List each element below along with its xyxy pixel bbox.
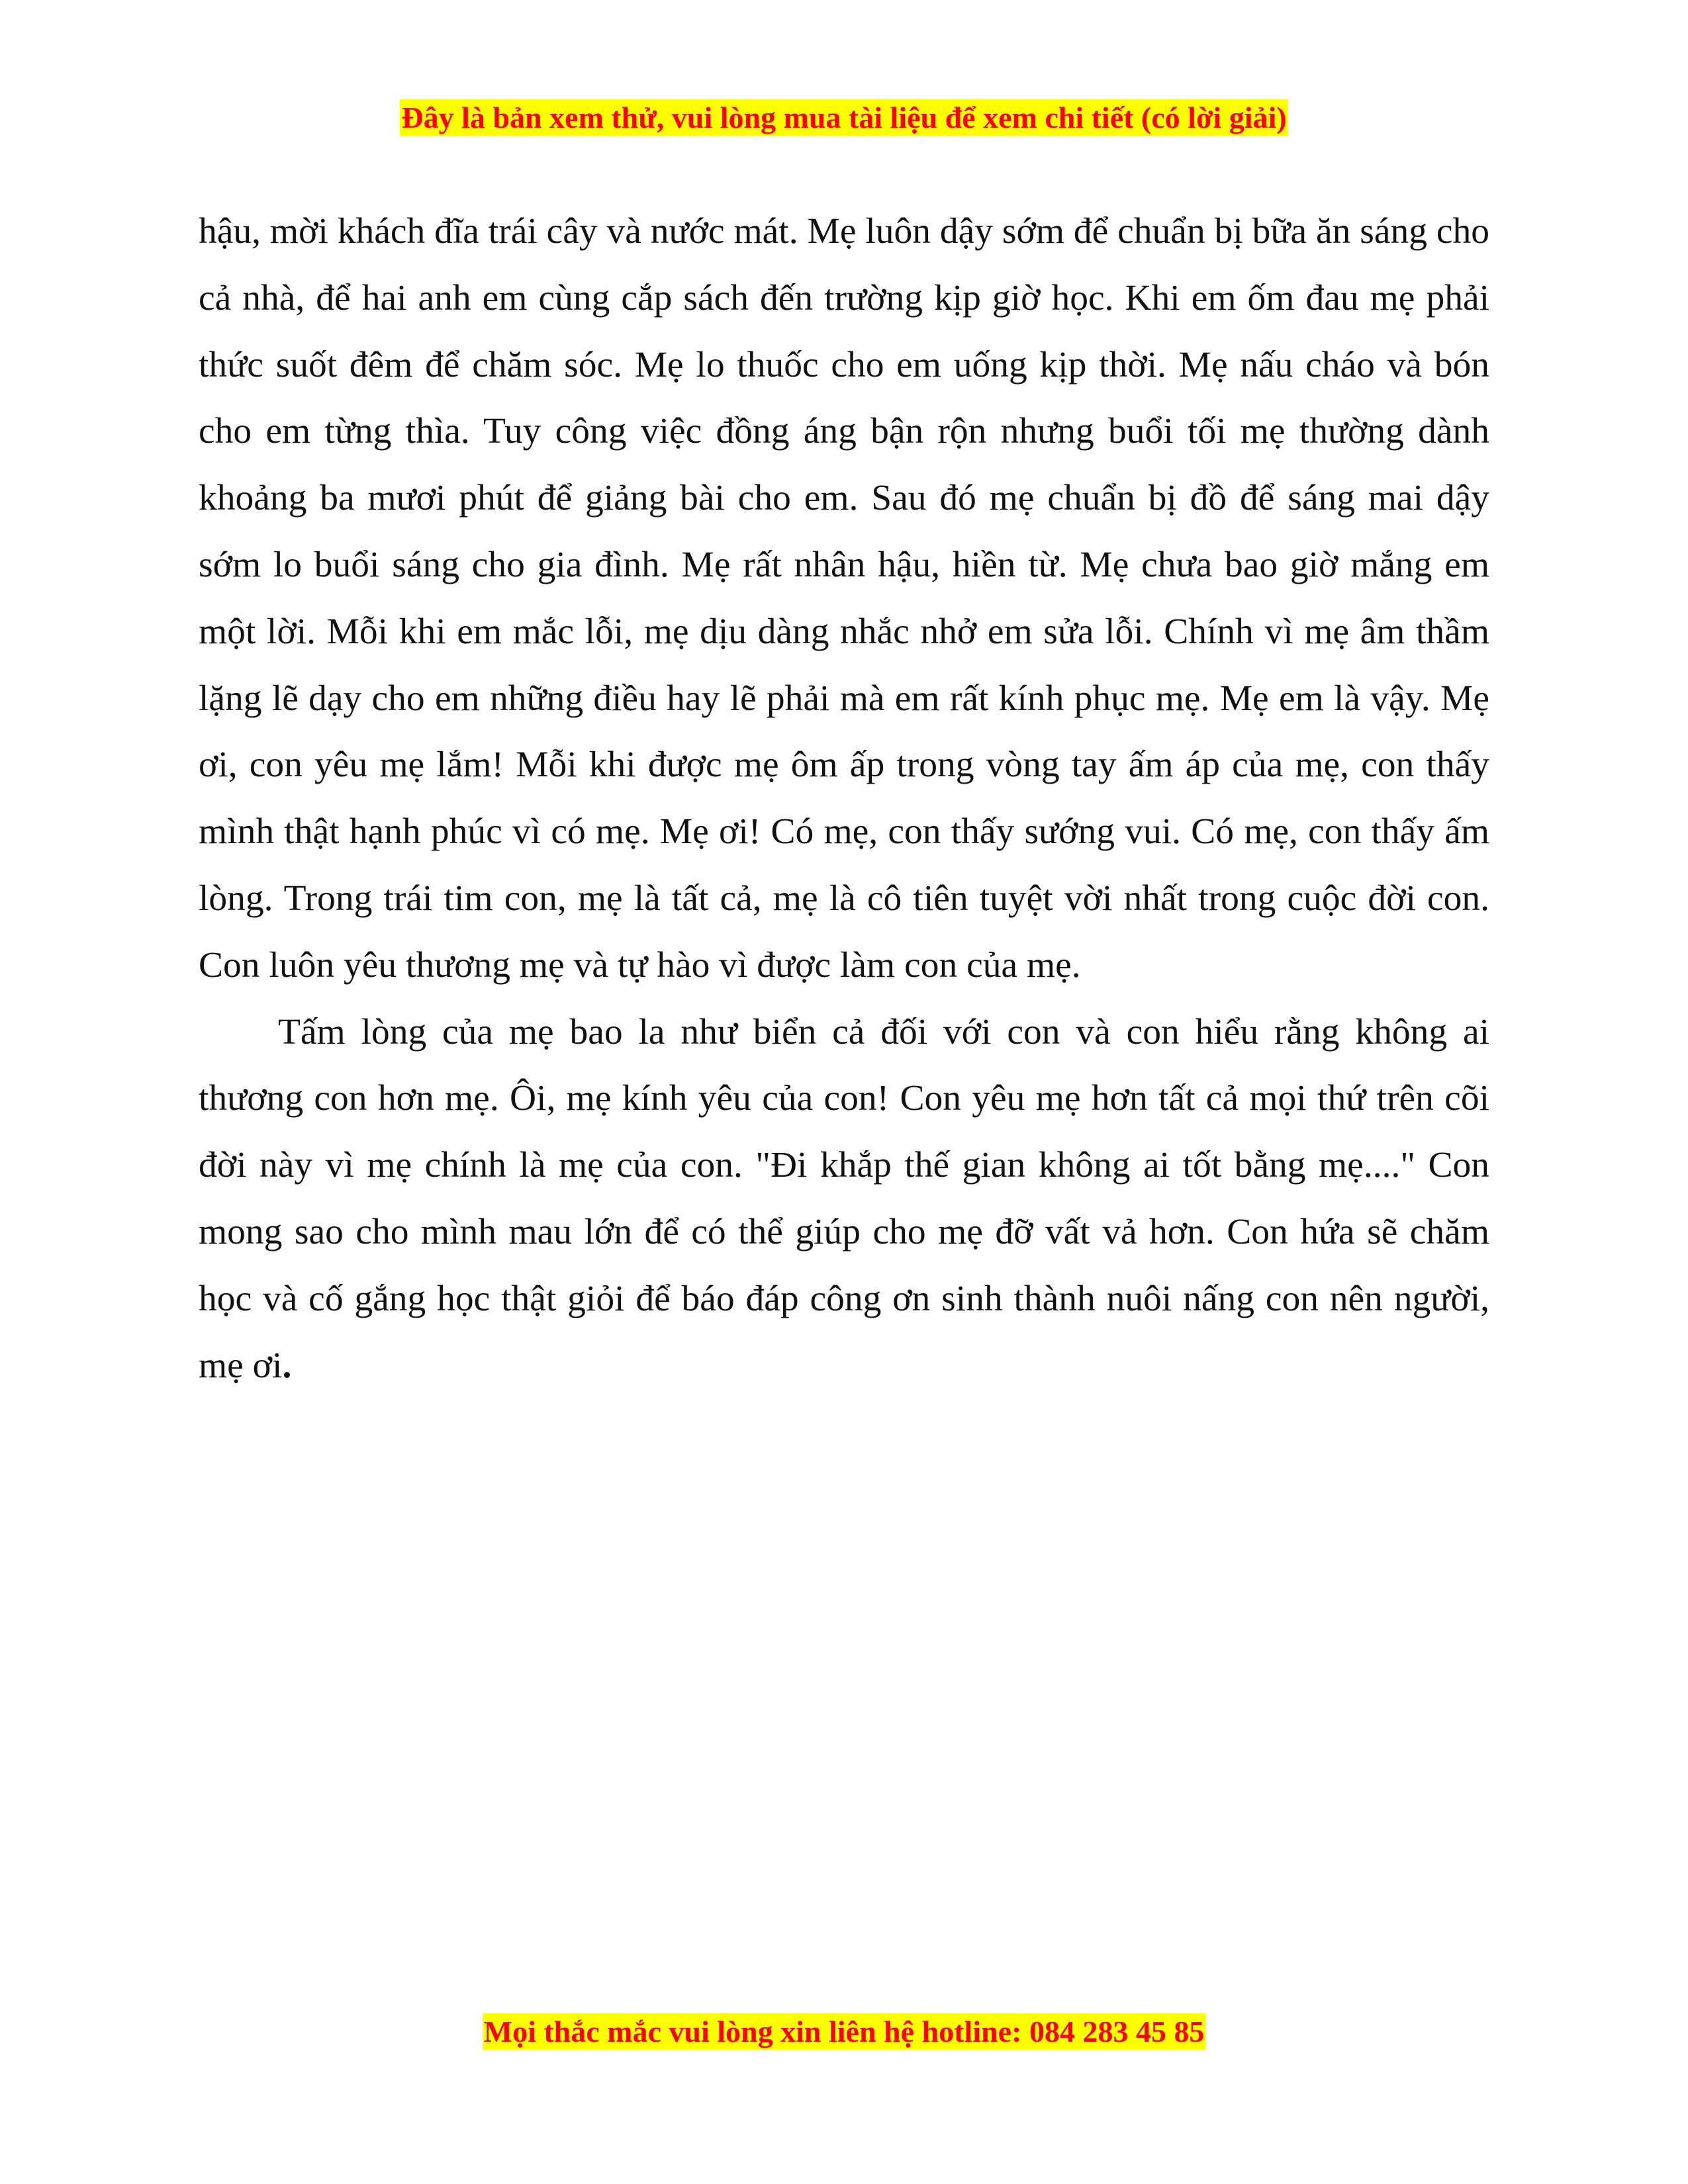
paragraph-2 — [199, 999, 1489, 1400]
paragraph-2-end-mark: . — [282, 1345, 292, 1386]
footer-notice — [0, 2012, 1688, 2052]
header-notice — [0, 98, 1688, 138]
paragraph-1: hậu, mời khách đĩa trái cây và nước mát. Mẹ luôn dậy sớm để chuẩn bị bữa ăn sáng cho cả nhà, để hai anh em cùng cắp sách đến trường kịp giờ học. Khi em ốm đau mẹ phải thức suốt đêm để chăm sóc. Mẹ lo thuốc cho em uống kịp thời. Mẹ nấu cháo và bón cho em từng thìa. Tuy công việc đồng áng bận rộn nhưng buổi tối mẹ thường dành khoảng ba mươi phút để giảng bài cho em. Sau đó mẹ chuẩn bị đồ để sáng mai dậy sớm lo buổi sáng cho gia đình. Mẹ rất nhân hậu, hiền từ. Mẹ chưa bao giờ mắng em một lời. Mỗi khi em mắc lỗi, mẹ dịu dàng nhắc nhở em sửa lỗi. Chính vì mẹ âm thầm lặng lẽ dạy cho em những điều hay lẽ phải mà em rất kính phục mẹ. Mẹ em là vậy. Mẹ ơi, con yêu mẹ lắm! Mỗi khi được mẹ ôm ấp trong vòng tay ấm áp của mẹ, con thấy mình thật hạnh phúc vì có mẹ. Mẹ ơi! Có mẹ, con thấy sướng vui. Có mẹ, con thấy ấm lòng. Trong trái tim con, mẹ là tất cả, mẹ là cô tiên tuyệt vời nhất trong cuộc đời con. Con luôn yêu thương mẹ và tự hào vì được làm con của mẹ. — [199, 211, 1489, 985]
header-notice-text: Đây là bản xem thử, vui lòng mua tài liệu để xem chi tiết (có lời giải) — [401, 101, 1287, 134]
footer-notice-text: Mọi thắc mắc vui lòng xin liên hệ hotline: 084 283 45 85 — [483, 2015, 1205, 2048]
document-body — [199, 199, 1489, 1399]
paragraph-2-text: Tấm lòng của mẹ bao la như biển cả đối với con và con hiểu rằng không ai thương con hơn mẹ. Ôi, mẹ kính yêu của con! Con yêu mẹ hơn tất cả mọi thứ trên cõi đời này vì mẹ chính là mẹ của con. "Đi khắp thế gian không ai tốt bằng mẹ...." Con mong sao cho mình mau lớn để có thể giúp cho mẹ đỡ vất vả hơn. Con hứa sẽ chăm học và cố gắng học thật giỏi để báo đáp công ơn sinh thành nuôi nấng con nên người, mẹ ơi — [199, 1011, 1489, 1386]
